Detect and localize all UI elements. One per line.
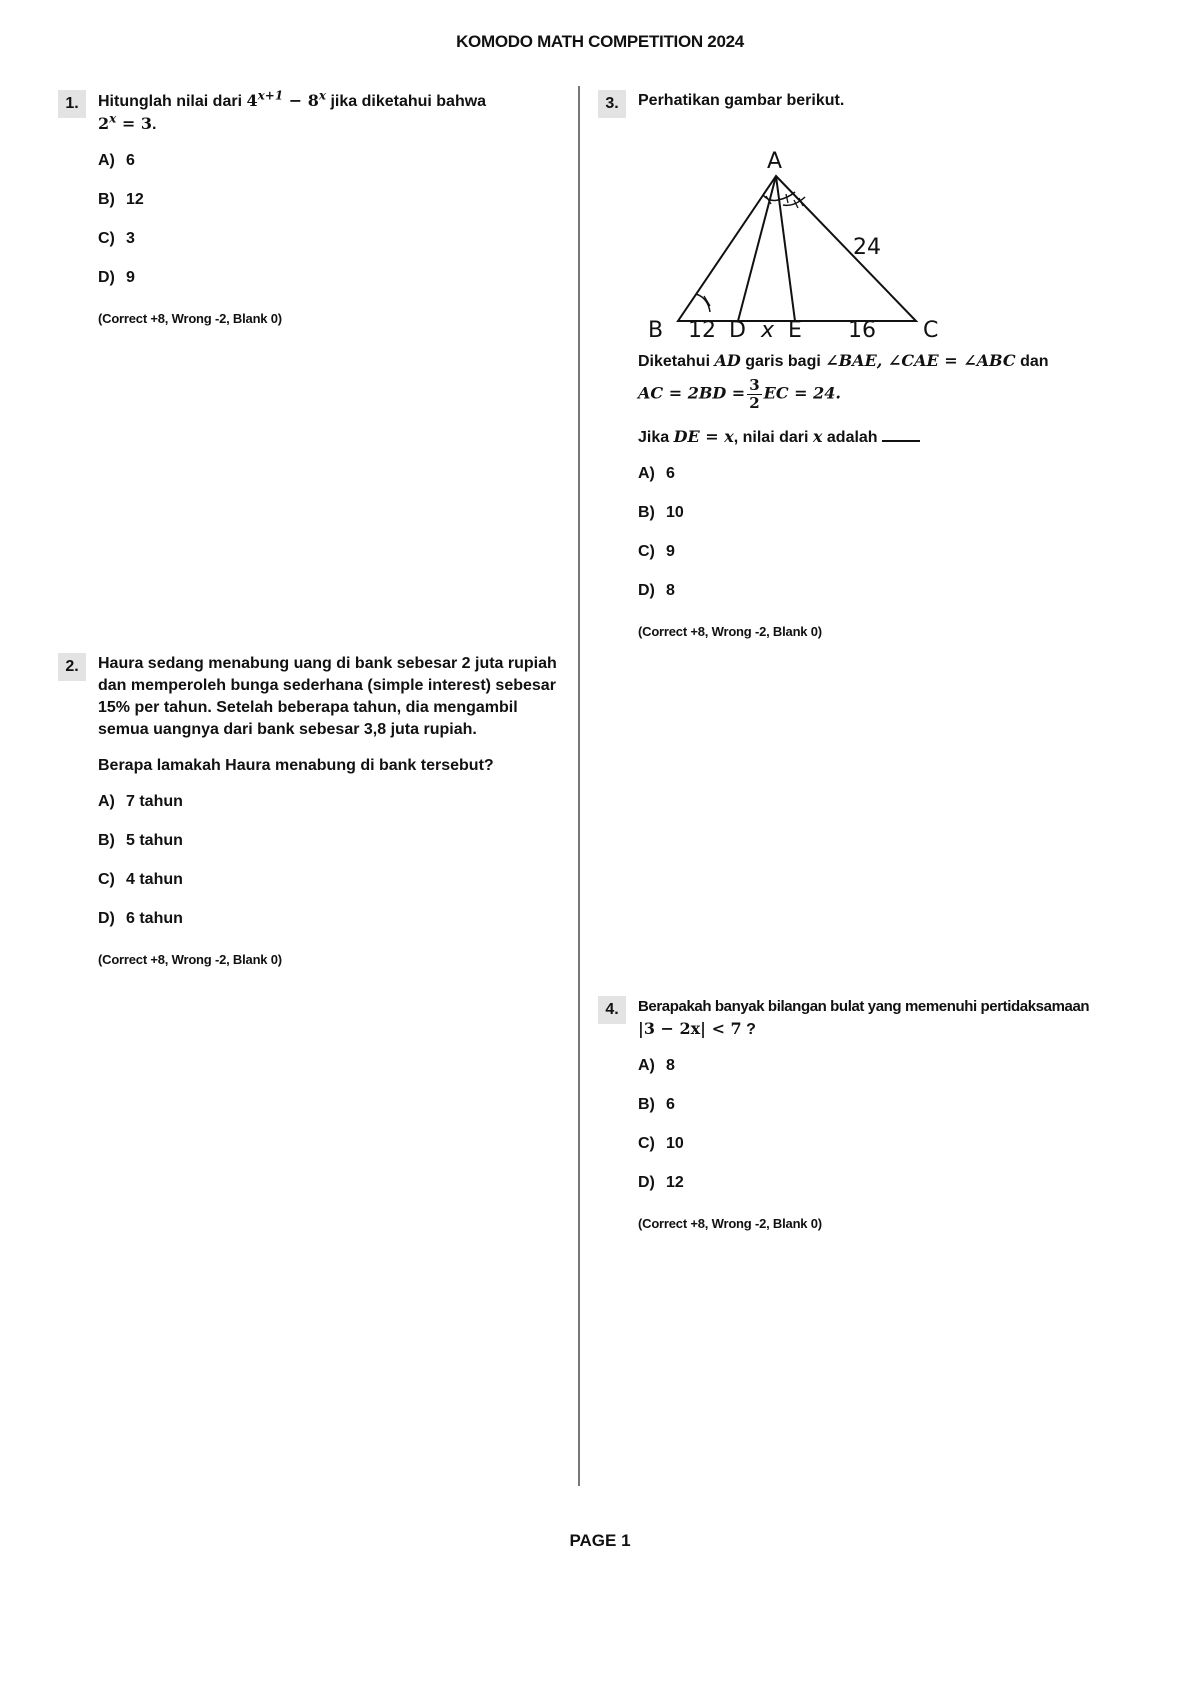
column-divider bbox=[578, 86, 580, 1486]
option-a[interactable]: A) 8 bbox=[638, 1057, 675, 1074]
vertex-label-e: E bbox=[788, 318, 802, 343]
page-footer: PAGE 1 bbox=[569, 1531, 631, 1550]
option-b[interactable]: B) 6 bbox=[638, 1096, 675, 1113]
option-c[interactable]: C) 9 bbox=[638, 543, 675, 560]
answer-blank bbox=[882, 426, 920, 442]
question-prompt: Jika DE = x, nilai dari x adalah bbox=[638, 426, 1158, 449]
option-c[interactable]: C) 3 bbox=[98, 230, 135, 247]
stem-text: Hitunglah nilai dari bbox=[98, 93, 243, 110]
question-stem bbox=[98, 90, 558, 136]
question-given: Diketahui AD garis bagi ∠BAE, ∠CAE = ∠ABC dan AC = 2BD = $\frac{3}{2}$ EC = 24. bbox=[638, 351, 1049, 412]
vertex-label-a: A bbox=[767, 149, 783, 174]
tick-mark bbox=[704, 296, 710, 306]
vertex-label-c: C bbox=[923, 318, 939, 343]
scoring-note: (Correct +8, Wrong -2, Blank 0) bbox=[638, 1216, 822, 1231]
question-prompt: Berapa lamakah Haura menabung di bank tersebut? bbox=[98, 757, 494, 774]
option-a[interactable]: A) 6 bbox=[638, 465, 675, 482]
length-label-ac: 24 bbox=[853, 235, 881, 260]
option-a[interactable]: A) 6 bbox=[98, 152, 135, 169]
question-number: 1. bbox=[58, 90, 86, 118]
option-b[interactable]: B) 10 bbox=[638, 504, 684, 521]
vertex-label-b: B bbox=[648, 318, 664, 343]
question-number: 2. bbox=[58, 653, 86, 681]
scoring-note: (Correct +8, Wrong -2, Blank 0) bbox=[98, 952, 282, 967]
option-d[interactable]: D) 9 bbox=[98, 269, 135, 286]
scoring-note: (Correct +8, Wrong -2, Blank 0) bbox=[98, 311, 282, 326]
tick-mark bbox=[786, 194, 788, 203]
question-stem: Berapakah banyak bilangan bulat yang memenuhi pertidaksamaan |3 − 2x| < 7 ? bbox=[638, 998, 1090, 1038]
math-condition: $2^x = 3$ bbox=[98, 111, 152, 133]
length-label-bd: 12 bbox=[688, 318, 716, 343]
question-number: 3. bbox=[598, 90, 626, 118]
option-d[interactable]: D) 12 bbox=[638, 1174, 684, 1191]
option-c[interactable]: C) 10 bbox=[638, 1135, 684, 1152]
stem-end: . bbox=[151, 116, 157, 133]
length-label-de: x bbox=[761, 318, 775, 343]
math-expression: $4^{x+1} - 8^x$ bbox=[246, 88, 327, 110]
option-b[interactable]: B) 12 bbox=[98, 191, 144, 208]
stem-text: jika diketahui bahwa bbox=[330, 93, 487, 110]
option-a[interactable]: A) 7 tahun bbox=[98, 793, 183, 810]
fraction: $\frac{3}{2}$ bbox=[749, 376, 760, 412]
option-b[interactable]: B) 5 tahun bbox=[98, 832, 183, 849]
segment-ad bbox=[738, 176, 776, 321]
option-d[interactable]: D) 6 tahun bbox=[98, 910, 183, 927]
scoring-note: (Correct +8, Wrong -2, Blank 0) bbox=[638, 624, 822, 639]
question-stem: Haura sedang menabung uang di bank sebesar 2 juta rupiah dan memperoleh bunga sederhana (simple interest) sebesar 15% per tahun. Setelah beberapa tahun, dia mengambil semua uangnya dari bank sebesar 3,8 juta rupiah. bbox=[98, 655, 557, 738]
length-label-ec: 16 bbox=[848, 318, 876, 343]
vertex-label-d: D bbox=[729, 318, 746, 343]
option-c[interactable]: C) 4 tahun bbox=[98, 871, 183, 888]
triangle-figure bbox=[638, 126, 939, 343]
question-number: 4. bbox=[598, 996, 626, 1024]
page-header: KOMODO MATH COMPETITION 2024 bbox=[456, 32, 744, 51]
option-d[interactable]: D) 8 bbox=[638, 582, 675, 599]
math-inequality: |3 − 2x| < 7 bbox=[638, 1019, 742, 1038]
question-intro: Perhatikan gambar berikut. bbox=[638, 92, 845, 109]
